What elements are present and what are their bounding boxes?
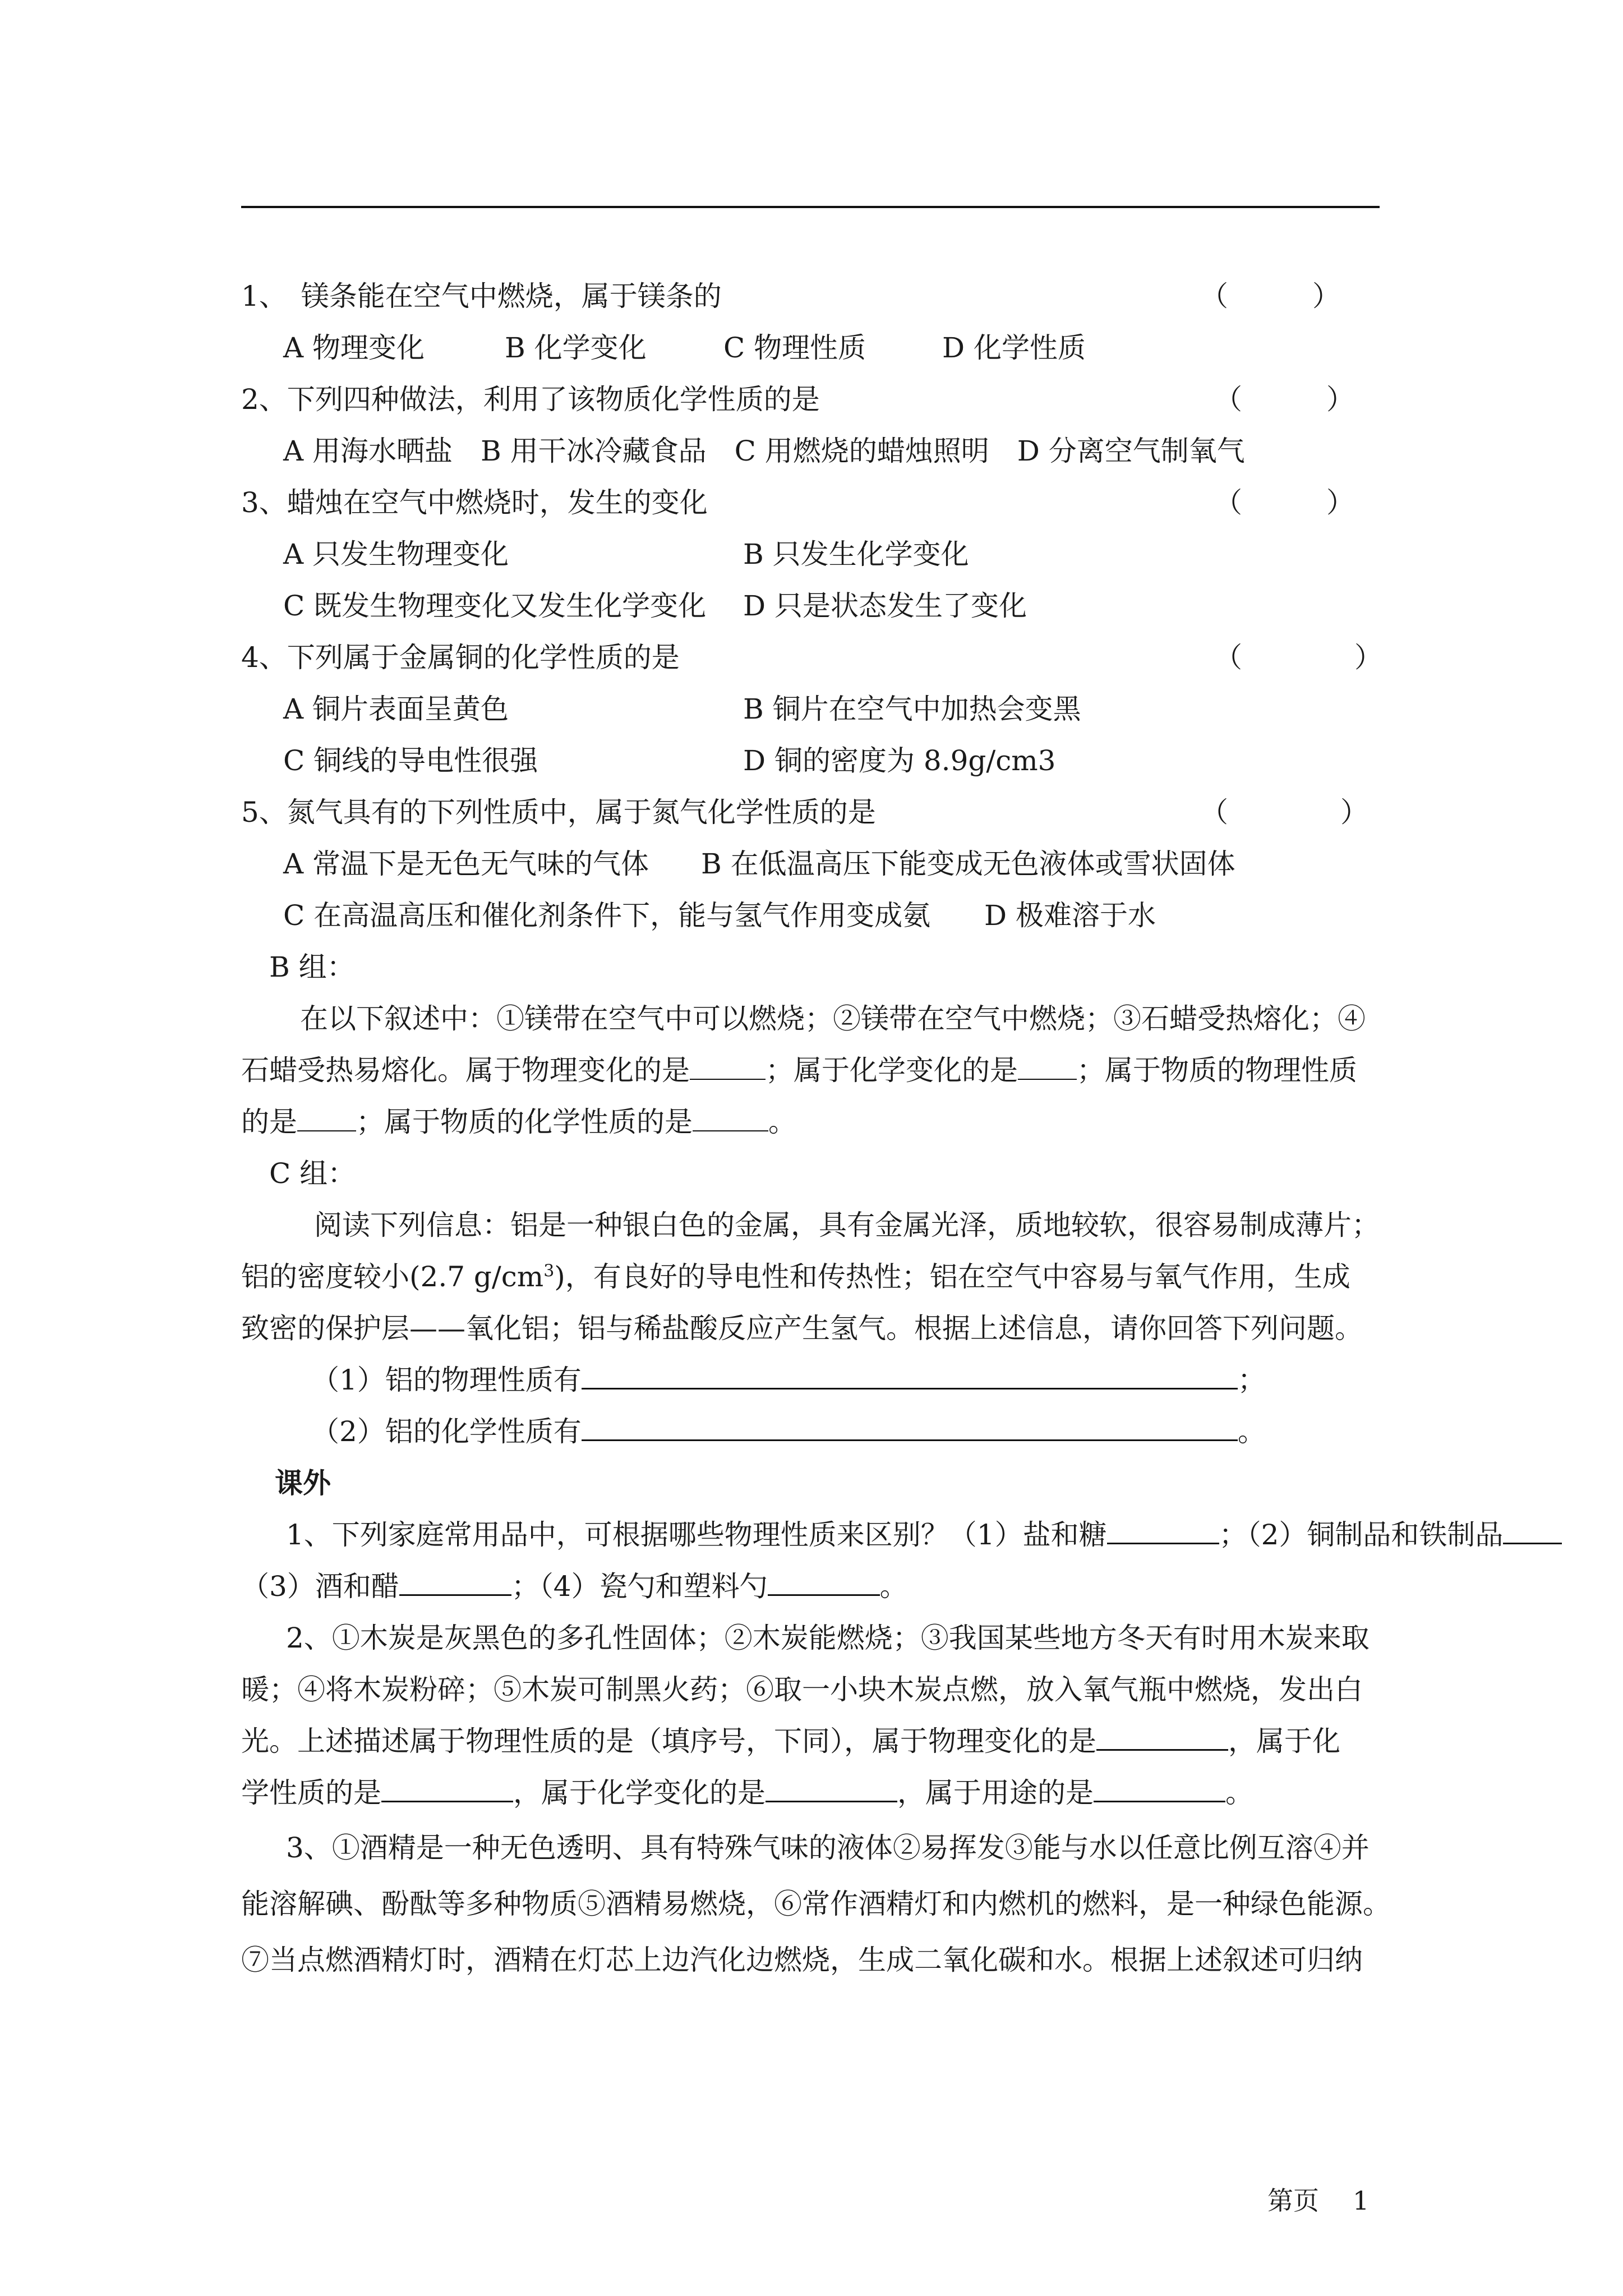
extra-p2-line-1: 2、①木炭是灰黑色的多孔性固体；②木炭能燃烧；③我国某些地方冬天有时用木炭来取 <box>286 1622 1370 1654</box>
question-1-option-c: C 物理性质 <box>723 332 866 364</box>
copper-iron-blank[interactable] <box>1503 1518 1562 1544</box>
extra-p3-line-2: 能溶解碘、酚酞等多种物质⑤酒精易燃烧，⑥常作酒精灯和内燃机的燃料，是一种绿色能源。 <box>241 1888 1391 1920</box>
question-5-option-a: A 常温下是无色无气味的气体 <box>283 848 649 880</box>
question-3-stem: 3、蜡烛在空气中燃烧时，发生的变化 <box>241 486 708 519</box>
question-4-option-c: C 铜线的导电性很强 <box>283 744 538 777</box>
question-1-answer-paren: （ ） <box>1200 280 1340 312</box>
extra-p2-line-3: 光。上述描述属于物理性质的是（填序号，下同），属于物理变化的是 ，属于化 <box>241 1725 1340 1757</box>
question-5-option-b: B 在低温高压下能变成无色液体或雪状固体 <box>701 848 1235 880</box>
group-b-label: B 组： <box>269 951 355 983</box>
group-c-label: C 组： <box>269 1157 356 1190</box>
question-2-answer-paren: （ ） <box>1214 383 1354 416</box>
charcoal-use-blank[interactable] <box>1094 1776 1225 1802</box>
question-1-option-b: B 化学变化 <box>505 332 647 364</box>
charcoal-physical-change-blank[interactable] <box>1096 1724 1228 1751</box>
question-3-option-c: C 既发生物理变化又发生化学变化 <box>283 590 707 622</box>
question-2-options: A 用海水晒盐 B 用干冰冷藏食品 C 用燃烧的蜡烛照明 D 分离空气制氧气 <box>283 435 1245 467</box>
physical-change-blank[interactable] <box>690 1054 766 1080</box>
question-5-option-d: D 极难溶于水 <box>984 899 1156 932</box>
question-3-answer-paren: （ ） <box>1214 486 1354 519</box>
question-5-answer-paren: （ ） <box>1200 796 1368 829</box>
wine-vinegar-blank[interactable] <box>399 1570 511 1596</box>
group-b-line-3: 的是 ；属于物质的化学性质的是 。 <box>241 1106 796 1138</box>
group-c-question-2: （2）铝的化学性质有 。 <box>311 1415 1266 1448</box>
question-1-stem: 1、 镁条能在空气中燃烧，属于镁条的 <box>241 280 722 312</box>
question-4-option-a: A 铜片表面呈黄色 <box>283 693 509 725</box>
group-c-question-1: （1）铝的物理性质有 ； <box>311 1364 1266 1396</box>
question-3-option-b: B 只发生化学变化 <box>743 538 969 570</box>
header-rule <box>241 206 1380 208</box>
charcoal-chemical-property-blank[interactable] <box>381 1776 513 1802</box>
aluminum-physical-property-blank[interactable] <box>582 1363 1238 1389</box>
salt-sugar-blank[interactable] <box>1107 1518 1219 1544</box>
question-4-option-d: D 铜的密度为 8.9g/cm3 <box>743 744 1056 777</box>
question-3-option-a: A 只发生物理变化 <box>283 538 509 570</box>
spoon-blank[interactable] <box>768 1570 880 1596</box>
question-1-option-a: A 物理变化 <box>283 332 425 364</box>
question-3-option-d: D 只是状态发生了变化 <box>743 590 1027 622</box>
group-b-line-2: 石蜡受热易熔化。属于物理变化的是 ；属于化学变化的是 ；属于物质的物理性质 <box>241 1054 1357 1087</box>
physical-property-blank[interactable] <box>297 1106 356 1131</box>
question-5-option-c: C 在高温高压和催化剂条件下，能与氢气作用变成氨 <box>283 899 931 932</box>
group-c-line-3: 致密的保护层——氧化铝；铝与稀盐酸反应产生氢气。根据上述信息，请你回答下列问题。 <box>241 1312 1363 1345</box>
group-b-line-1: 在以下叙述中：①镁带在空气中可以燃烧；②镁带在空气中燃烧；③石蜡受热熔化；④ <box>300 1002 1366 1035</box>
chemical-property-blank[interactable] <box>693 1106 768 1131</box>
question-2-stem: 2、下列四种做法，利用了该物质化学性质的是 <box>241 383 820 416</box>
question-1-option-d: D 化学性质 <box>942 332 1086 364</box>
extra-p2-line-2: 暖；④将木炭粉碎；⑤木炭可制黑火药；⑥取一小块木炭点燃，放入氧气瓶中燃烧，发出白 <box>241 1673 1363 1706</box>
extracurricular-heading: 课外 <box>275 1466 331 1499</box>
aluminum-chemical-property-blank[interactable] <box>582 1415 1238 1441</box>
charcoal-chemical-change-blank[interactable] <box>766 1776 897 1802</box>
question-4-option-b: B 铜片在空气中加热会变黑 <box>743 693 1081 725</box>
extra-p3-line-1: 3、①酒精是一种无色透明、具有特殊气味的液体②易挥发③能与水以任意比例互溶④并 <box>286 1832 1370 1864</box>
chemical-change-blank[interactable] <box>1018 1054 1077 1080</box>
extra-p1-line-1: 1、下列家庭常用品中，可根据哪些物理性质来区别？（1）盐和糖 ；（2）铜制品和铁制品 <box>286 1518 1562 1552</box>
extra-p1-line-2: （3）酒和醋 ；（4）瓷勺和塑料勺 。 <box>241 1570 908 1603</box>
group-c-line-1: 阅读下列信息：铝是一种银白色的金属，具有金属光泽，质地较软，很容易制成薄片； <box>314 1209 1380 1241</box>
question-4-answer-paren: （ ） <box>1214 641 1382 674</box>
extra-p3-line-3: ⑦当点燃酒精灯时，酒精在灯芯上边汽化边燃烧，生成二氧化碳和水。根据上述叙述可归纳 <box>241 1944 1363 1976</box>
group-c-line-2: 铝的密度较小(2.7 $g/cm^3$)，有良好的导电性和传热性；铝在空气中容易与氧气作用，生成 <box>241 1260 1350 1293</box>
question-5-stem: 5、氮气具有的下列性质中，属于氮气化学性质的是 <box>241 796 876 829</box>
page-number: 1 <box>1353 2185 1370 2216</box>
extra-p2-line-4: 学性质的是 ，属于化学变化的是 ，属于用途的是 。 <box>241 1777 1253 1809</box>
page-footer-label: 第页 <box>1267 2185 1319 2216</box>
question-4-stem: 4、下列属于金属铜的化学性质的是 <box>241 641 680 674</box>
